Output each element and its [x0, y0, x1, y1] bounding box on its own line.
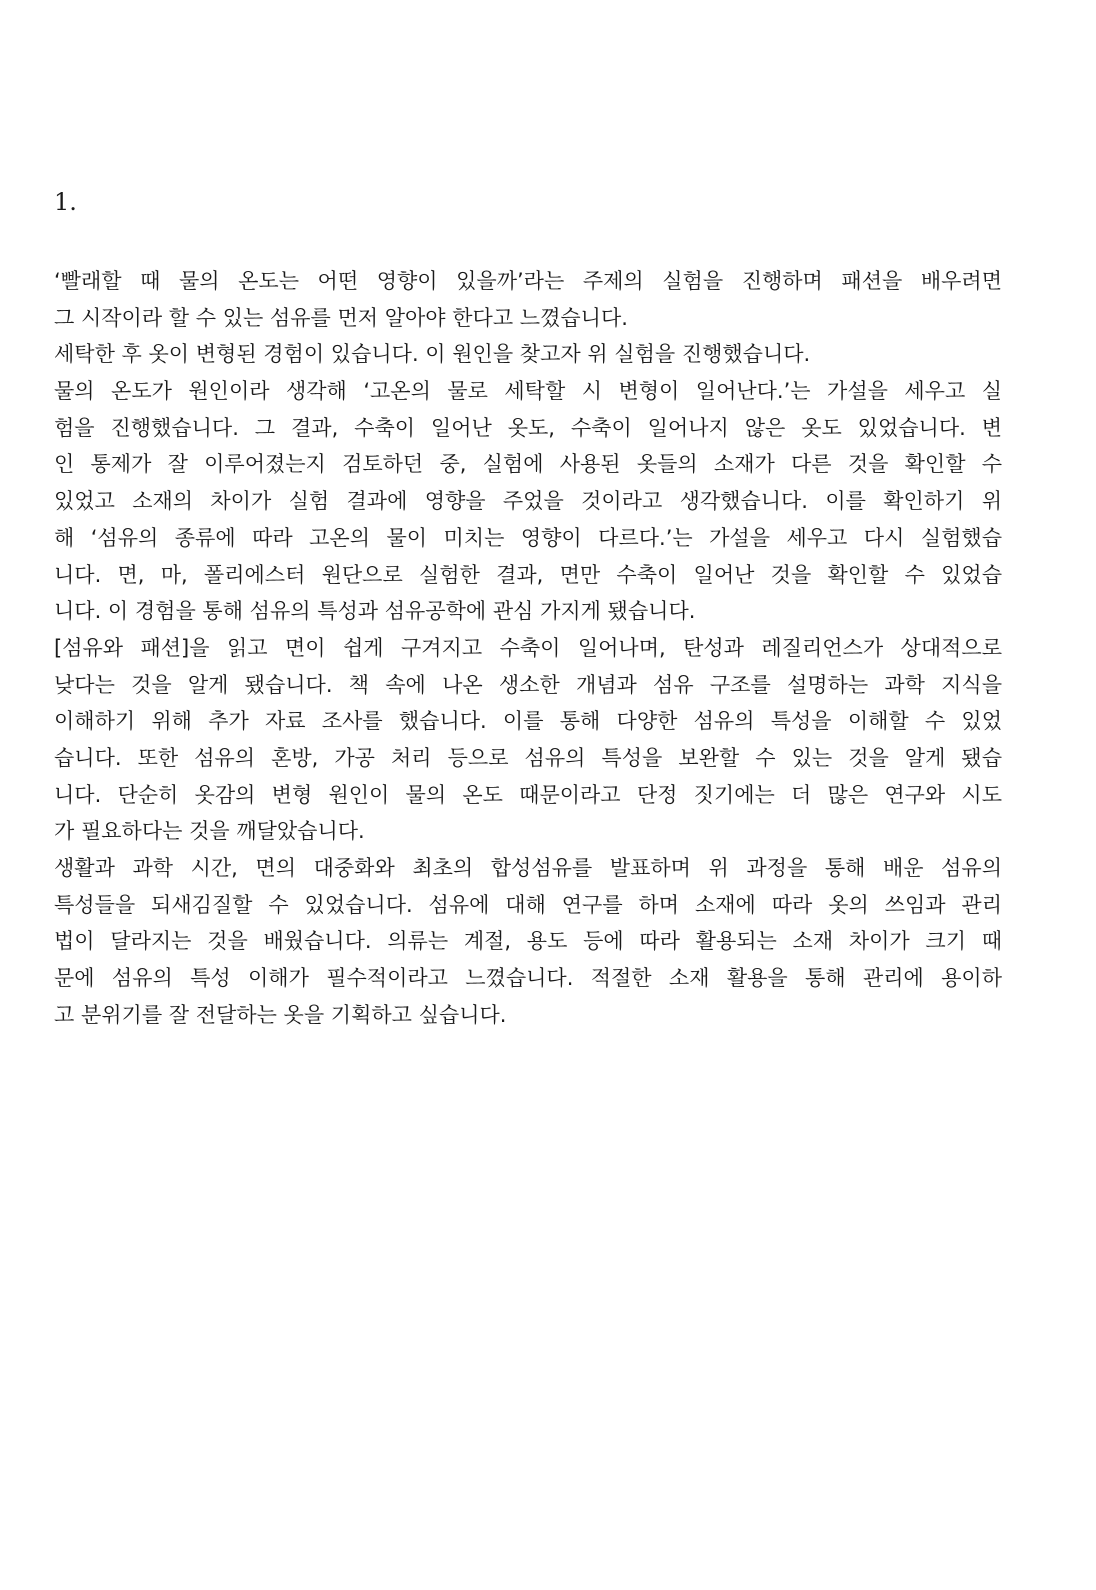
text-line: 니다. 이 경험을 통해 섬유의 특성과 섬유공학에 관심 가지게 됐습니다. — [54, 599, 696, 624]
essay-body — [54, 263, 1002, 1033]
text-line: 생활과 과학 시간, 면의 대중화와 최초의 합성섬유를 발표하며 위 과정을 통해 배운 섬유의 — [54, 856, 1002, 880]
text-line: 험을 진행했습니다. 그 결과, 수축이 일어난 옷도, 수축이 일어나지 않은 옷도 있었습니다. 변 — [54, 415, 1002, 440]
text-line: 세탁한 후 옷이 변형된 경험이 있습니다. 이 원인을 찾고자 위 실험을 진행했습니다. — [54, 342, 811, 367]
text-line: [섬유와 패션]을 읽고 면이 쉽게 구겨지고 수축이 일어나며, 탄성과 레질리언스가 상대적으로 — [54, 635, 1002, 660]
text-line: 니다. 면, 마, 폴리에스터 원단으로 실험한 결과, 면만 수축이 일어난 것을 확인할 수 있었습 — [54, 562, 1002, 587]
text-line: 습니다. 또한 섬유의 혼방, 가공 처리 등으로 섬유의 특성을 보완할 수 있는 것을 알게 됐습 — [54, 745, 1002, 770]
text-line: 법이 달라지는 것을 배웠습니다. 의류는 계절, 용도 등에 따라 활용되는 소재 차이가 크기 때 — [54, 929, 1002, 954]
text-line: 해 ‘섬유의 종류에 따라 고온의 물이 미치는 영향이 다르다.’는 가설을 세우고 다시 실험했습 — [54, 525, 1002, 550]
text-line: 물의 온도가 원인이라 생각해 ‘고온의 물로 세탁할 시 변형이 일어난다.’는 가설을 세우고 실 — [54, 379, 1002, 404]
text-line: 그 시작이라 할 수 있는 섬유를 먼저 알아야 한다고 느꼈습니다. — [54, 305, 628, 330]
text-line: 있었고 소재의 차이가 실험 결과에 영향을 주었을 것이라고 생각했습니다. 이를 확인하기 위 — [54, 489, 1002, 514]
text-line: 낮다는 것을 알게 됐습니다. 책 속에 나온 생소한 개념과 섬유 구조를 설명하는 과학 지식을 — [54, 672, 1002, 697]
text-line: 니다. 단순히 옷감의 변형 원인이 물의 온도 때문이라고 단정 짓기에는 더 많은 연구와 시도 — [54, 782, 1002, 807]
text-line: 가 필요하다는 것을 깨달았습니다. — [54, 819, 365, 844]
section-number: 1. — [54, 188, 77, 216]
text-line: ‘빨래할 때 물의 온도는 어떤 영향이 있을까’라는 주제의 실험을 진행하며 패션을 배우려면 — [54, 269, 1002, 293]
text-line: 인 통제가 잘 이루어졌는지 검토하던 중, 실험에 사용된 옷들의 소재가 다른 것을 확인할 수 — [54, 452, 1002, 477]
text-line: 고 분위기를 잘 전달하는 옷을 기획하고 싶습니다. — [54, 1002, 507, 1027]
text-line: 이해하기 위해 추가 자료 조사를 했습니다. 이를 통해 다양한 섬유의 특성을 이해할 수 있었 — [54, 709, 1002, 734]
text-line: 특성들을 되새김질할 수 있었습니다. 섬유에 대해 연구를 하며 소재에 따라 옷의 쓰임과 관리 — [54, 892, 1002, 917]
text-line: 문에 섬유의 특성 이해가 필수적이라고 느꼈습니다. 적절한 소재 활용을 통해 관리에 용이하 — [54, 966, 1002, 991]
